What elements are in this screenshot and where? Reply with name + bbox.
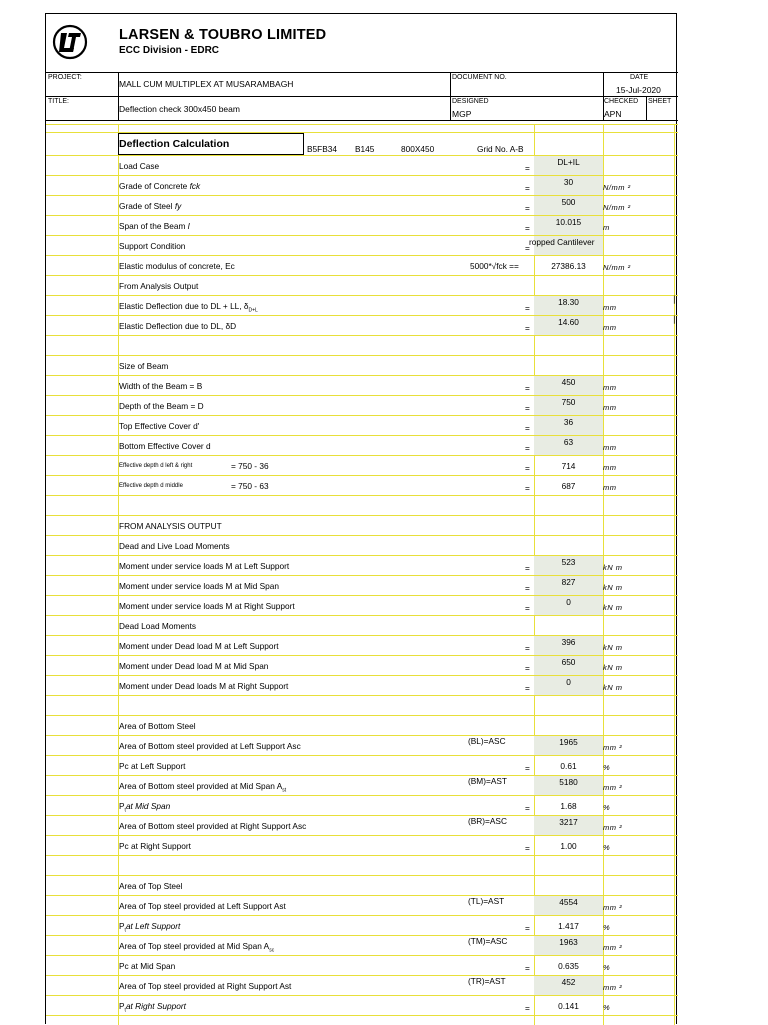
equals-sign: =: [525, 663, 530, 673]
row-label: $P_tat$ Mid Span: [119, 801, 171, 814]
row-unit: N/mm ²: [603, 183, 631, 192]
row-unit: %: [603, 763, 611, 772]
equals-sign: =: [525, 203, 530, 213]
grid-row-line: [46, 875, 678, 876]
clipped-cell-mark: ▏: [674, 317, 680, 324]
row-value: 827: [561, 577, 576, 587]
equals-sign: =: [525, 303, 530, 313]
row-unit: N/mm ²: [603, 263, 631, 272]
date-label: DATE: [630, 74, 649, 81]
checked-value: APN: [604, 109, 622, 119]
row-label: Area of Bottom steel provided at Right Support Asc: [119, 821, 307, 831]
row-label: Area of Top steel provided at Mid Span $A_{sc}$: [119, 941, 275, 954]
row-label: $P_tat$ Left Support: [119, 921, 181, 934]
equals-sign: =: [525, 643, 530, 653]
grid-row-line: [46, 255, 678, 256]
grid-row-line: [46, 335, 678, 336]
row-label: Moment under service loads M at Right Support: [119, 601, 295, 611]
row-unit: %: [603, 843, 611, 852]
document-no-label: DOCUMENT NO.: [452, 74, 507, 81]
equals-sign: =: [525, 463, 530, 473]
grid-row-line: [46, 275, 678, 276]
lt-logo-icon: [52, 24, 88, 60]
row-label: Area of Top steel provided at Right Support Ast: [119, 981, 292, 991]
row-value: 18.30: [558, 297, 579, 307]
equals-sign: =: [525, 803, 530, 813]
row-reference: (BM)=AST: [468, 776, 507, 786]
row-value: 27386.13: [551, 261, 586, 271]
row-label: Pc at Mid Span: [119, 961, 176, 971]
row-label: Dead Load Moments: [119, 621, 197, 631]
row-label: Elastic modulus of concrete, Ec: [119, 261, 235, 271]
row-unit: %: [603, 963, 611, 972]
row-unit: mm: [603, 443, 617, 452]
division-name: ECC Division - EDRC: [119, 45, 220, 56]
equals-sign: =: [525, 763, 530, 773]
row-label: Pc at Right Support: [119, 841, 191, 851]
row-unit: mm ²: [603, 943, 623, 952]
project-value: MALL CUM MULTIPLEX AT MUSARAMBAGH: [119, 79, 294, 89]
row-value: 1.00: [560, 841, 577, 851]
row-label: Moment under Dead load M at Mid Span: [119, 661, 269, 671]
row-label: Depth of the Beam = D: [119, 401, 204, 411]
row-label: Bottom Effective Cover d: [119, 441, 211, 451]
row-value: 0: [566, 677, 571, 687]
equals-sign: =: [525, 323, 530, 333]
grid-row-line: [46, 715, 678, 716]
row-label: Support Condition: [119, 241, 186, 251]
row-reference: = 750 - 36: [231, 461, 269, 471]
row-reference: (BL)=ASC: [468, 736, 506, 746]
row-value: 1965: [559, 737, 578, 747]
row-value: 750: [561, 397, 576, 407]
row-unit: kN m: [603, 603, 623, 612]
row-label: Effective depth d left & right: [119, 463, 193, 469]
sheet-label: SHEET: [648, 98, 672, 105]
row-label: Area of Top steel provided at Left Support Ast: [119, 901, 286, 911]
checked-label: CHECKED: [604, 98, 639, 105]
row-label: Moment under service loads M at Mid Span: [119, 581, 280, 591]
equals-sign: =: [525, 923, 530, 933]
row-value: 0: [566, 597, 571, 607]
row-value: 0.61: [560, 761, 577, 771]
row-unit: %: [603, 1003, 611, 1012]
equals-sign: =: [525, 683, 530, 693]
row-unit: mm: [603, 323, 617, 332]
calculation-sheet: [45, 13, 680, 1024]
grid-row-line: [46, 515, 678, 516]
row-label: Elastic Deflection due to DL, δD: [119, 321, 237, 331]
equals-sign: =: [525, 1003, 530, 1013]
equals-sign: =: [525, 563, 530, 573]
equals-sign: =: [525, 483, 530, 493]
row-value: 0.635: [558, 961, 579, 971]
row-unit: kN m: [603, 583, 623, 592]
grid-reference: Grid No. A-B: [477, 144, 524, 154]
row-value: 3217: [559, 817, 578, 827]
row-unit: kN m: [603, 643, 623, 652]
row-reference: (TL)=AST: [468, 896, 505, 906]
equals-sign: =: [525, 183, 530, 193]
row-label: Top Effective Cover d': [119, 421, 200, 431]
row-label: Load Case: [119, 161, 160, 171]
equals-sign: =: [525, 843, 530, 853]
row-value: 687: [561, 481, 576, 491]
row-value: 36: [563, 417, 574, 427]
grid-row-line: [46, 455, 678, 456]
section-title: Deflection Calculation: [119, 138, 230, 150]
row-label: Area of Bottom Steel: [119, 721, 196, 731]
row-value: 14.60: [558, 317, 579, 327]
company-name: LARSEN & TOUBRO LIMITED: [119, 27, 327, 43]
grid-row-line: [46, 955, 678, 956]
row-label: From Analysis Output: [119, 281, 199, 291]
grid-row-line: [46, 355, 678, 356]
grid-row-line: [46, 835, 678, 836]
row-value: 5180: [559, 777, 578, 787]
designed-value: MGP: [452, 109, 472, 119]
row-value: DL+IL: [557, 157, 580, 167]
equals-sign: =: [525, 383, 530, 393]
row-value: 450: [561, 377, 576, 387]
date-value: 15-Jul-2020: [616, 85, 661, 95]
row-label: Size of Beam: [119, 361, 169, 371]
row-reference: (TR)=AST: [468, 976, 506, 986]
grid-row-line: [46, 475, 678, 476]
row-unit: mm ²: [603, 983, 623, 992]
grid-row-line: [46, 755, 678, 756]
row-value: 500: [561, 197, 576, 207]
row-label: $P_tat$ Right Support: [119, 1001, 186, 1014]
row-reference: 5000*√fck ==: [470, 261, 519, 271]
row-value: 523: [561, 557, 576, 567]
grid-row-line: [46, 855, 678, 856]
equals-sign: =: [525, 243, 530, 253]
row-unit: mm ²: [603, 903, 623, 912]
row-value: ropped Cantilever: [529, 237, 595, 247]
equals-sign: =: [525, 223, 530, 233]
row-value: 1.68: [560, 801, 577, 811]
row-unit: N/mm ²: [603, 203, 631, 212]
row-value: 1963: [559, 937, 578, 947]
row-label: FROM ANALYSIS OUTPUT: [119, 521, 222, 531]
row-label: Grade of Concrete fck: [119, 181, 201, 191]
title-value: Deflection check 300x450 beam: [119, 104, 240, 114]
title-label: TITLE:: [48, 98, 70, 105]
row-label: Moment under Dead loads M at Right Support: [119, 681, 289, 691]
row-label: Area of Bottom steel provided at Left Support Asc: [119, 741, 301, 751]
equals-sign: =: [525, 583, 530, 593]
grid-row-line: [46, 995, 678, 996]
beam-size: 800X450: [401, 144, 435, 154]
row-value: 30: [563, 177, 574, 187]
row-unit: mm: [603, 303, 617, 312]
row-label: Moment under Dead load M at Left Support: [119, 641, 279, 651]
row-value: 63: [563, 437, 574, 447]
grid-row-line: [46, 495, 678, 496]
row-label: Elastic Deflection due to DL + LL, $\delta_{D+L}$: [119, 301, 258, 314]
row-reference: (BR)=ASC: [468, 816, 507, 826]
row-unit: kN m: [603, 683, 623, 692]
equals-sign: =: [525, 423, 530, 433]
equals-sign: =: [525, 403, 530, 413]
row-label: Span of the Beam l: [119, 221, 190, 231]
grid-row-line: [46, 1015, 678, 1016]
clipped-cell-mark: ▏: [674, 297, 680, 304]
row-value: 10.015: [555, 217, 582, 227]
member-id: B5FB34: [307, 144, 337, 154]
row-unit: mm ²: [603, 783, 623, 792]
row-label: Area of Bottom steel provided at Mid Span $A_{st}$: [119, 781, 287, 794]
row-label: Area of Top Steel: [119, 881, 183, 891]
row-label: Effective depth d middle: [119, 483, 183, 489]
row-unit: m: [603, 223, 610, 232]
designed-label: DESIGNED: [452, 98, 489, 105]
row-unit: mm ²: [603, 743, 623, 752]
equals-sign: =: [525, 443, 530, 453]
row-value: 396: [561, 637, 576, 647]
row-value: 0.141: [558, 1001, 579, 1011]
row-unit: mm: [603, 483, 617, 492]
row-reference: (TM)=ASC: [468, 936, 508, 946]
row-unit: kN m: [603, 663, 623, 672]
equals-sign: =: [525, 603, 530, 613]
row-label: Dead and Live Load Moments: [119, 541, 230, 551]
grid-row-line: [46, 535, 678, 536]
row-label: Moment under service loads M at Left Support: [119, 561, 290, 571]
row-value: 1.417: [558, 921, 579, 931]
row-unit: %: [603, 803, 611, 812]
row-label: Grade of Steel fy: [119, 201, 182, 211]
row-unit: mm: [603, 403, 617, 412]
row-unit: %: [603, 923, 611, 932]
row-unit: mm ²: [603, 823, 623, 832]
row-value: 650: [561, 657, 576, 667]
grid-row-line: [46, 615, 678, 616]
row-unit: kN m: [603, 563, 623, 572]
grid-row-line: [46, 915, 678, 916]
row-value: 714: [561, 461, 576, 471]
beam-id: B145: [355, 144, 375, 154]
row-reference: = 750 - 63: [231, 481, 269, 491]
row-value: 452: [561, 977, 576, 987]
project-label: PROJECT:: [48, 74, 82, 81]
grid-row-line: [46, 695, 678, 696]
grid-row-line: [46, 795, 678, 796]
equals-sign: =: [525, 163, 530, 173]
row-label: Width of the Beam = B: [119, 381, 203, 391]
row-label: Pc at Left Support: [119, 761, 186, 771]
equals-sign: =: [525, 963, 530, 973]
row-unit: mm: [603, 383, 617, 392]
row-unit: mm: [603, 463, 617, 472]
grid-row-line: [46, 124, 678, 125]
row-value: 4554: [559, 897, 578, 907]
